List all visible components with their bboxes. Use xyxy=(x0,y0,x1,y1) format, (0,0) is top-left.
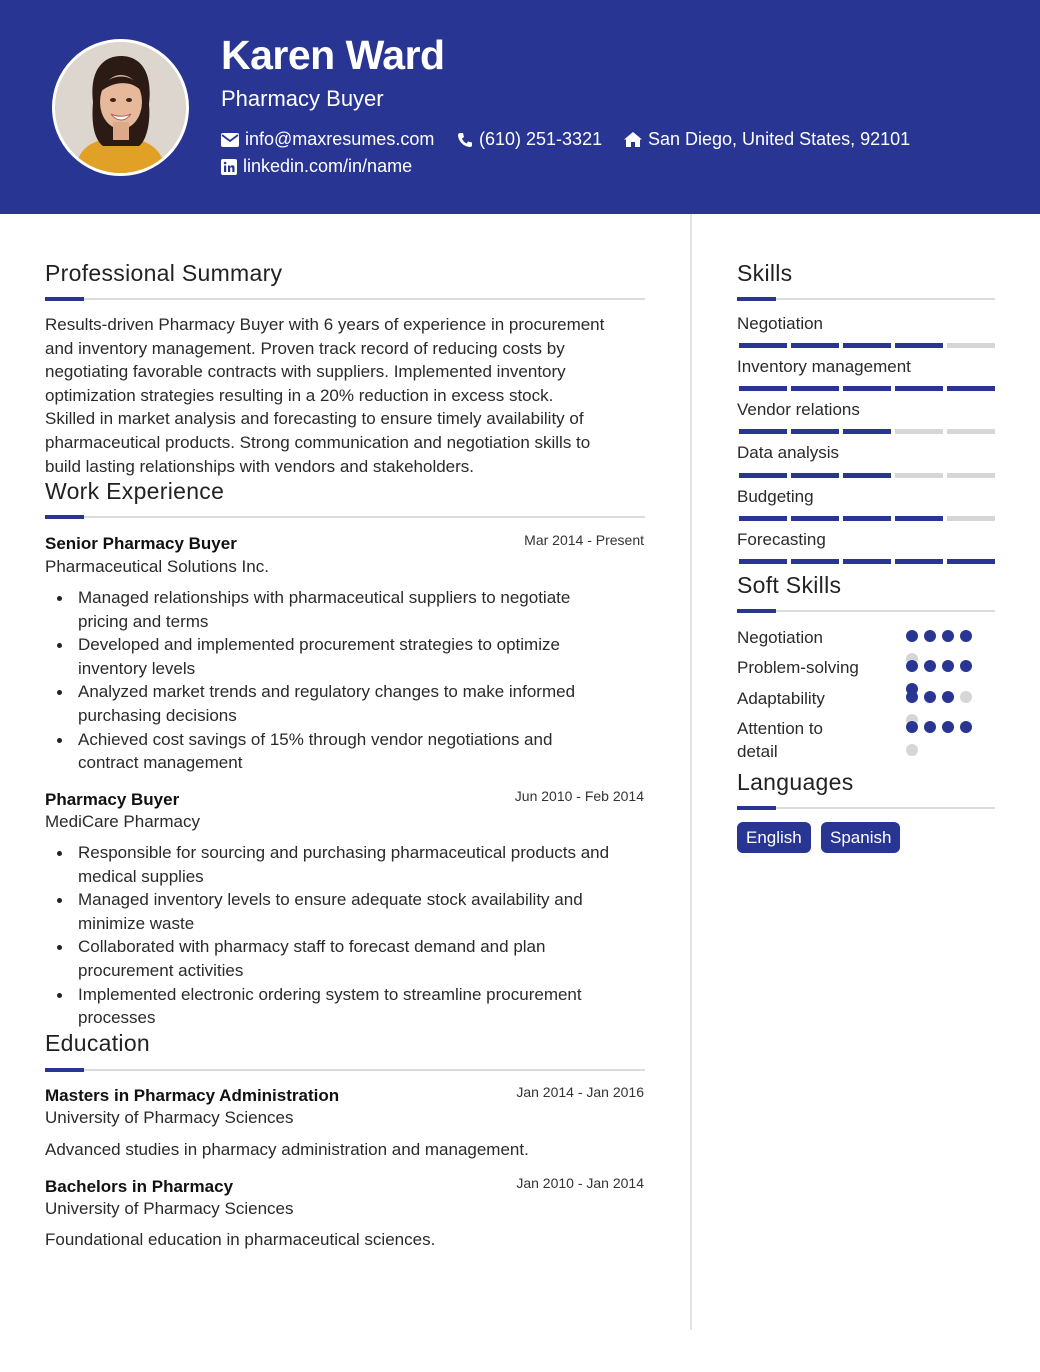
degree-description: Foundational education in pharmaceutical sciences. xyxy=(45,1230,436,1249)
degree-date: Jan 2014 - Jan 2016 xyxy=(516,1084,644,1100)
skill-level-bar xyxy=(739,473,995,478)
soft-skill-name: Attention to detail xyxy=(737,719,824,761)
job-company: Pharmaceutical Solutions Inc. xyxy=(45,557,269,576)
skill-name: Data analysis xyxy=(737,443,840,462)
skill-level-segment xyxy=(843,386,891,391)
skill-level-segment xyxy=(947,429,995,434)
job-bullets xyxy=(45,586,655,775)
experience-heading: Work Experience xyxy=(45,478,225,504)
list-item: Responsible for sourcing and purchasing pharmaceutical products and medical supplies xyxy=(45,841,665,888)
degree-description: Advanced studies in pharmacy administration and management. xyxy=(45,1140,529,1159)
skill-level-bar xyxy=(739,429,995,434)
soft-skill-name: Problem-solving xyxy=(737,658,859,677)
list-item: Developed and implemented procurement strategies to optimize inventory levels xyxy=(45,633,655,680)
skill-level-segment xyxy=(739,516,787,521)
summary-text xyxy=(45,313,655,478)
job-bullets xyxy=(45,841,665,1030)
degree-title: Masters in Pharmacy Administration xyxy=(45,1086,340,1105)
education-accent xyxy=(45,1068,84,1072)
skill-level-segment xyxy=(895,343,943,348)
column-divider xyxy=(690,214,692,1330)
language-badge-spanish: Spanish xyxy=(821,822,900,853)
soft-skill-dot xyxy=(906,744,918,756)
soft-skill-dot xyxy=(960,660,972,672)
skill-level-segment xyxy=(791,386,839,391)
linkedin-icon xyxy=(221,159,237,175)
soft-skill-dot xyxy=(924,691,936,703)
summary-rule xyxy=(45,298,645,300)
job-company: MediCare Pharmacy xyxy=(45,812,200,831)
header-banner xyxy=(0,0,1040,214)
experience-accent xyxy=(45,515,84,519)
skill-level-segment xyxy=(947,516,995,521)
skill-level-bar xyxy=(739,516,995,521)
skill-name: Negotiation xyxy=(737,314,824,333)
linkedin-contact[interactable] xyxy=(221,156,412,177)
list-item: Analyzed market trends and regulatory changes to make informed purchasing decisions xyxy=(45,680,655,727)
soft-skill-dot xyxy=(906,691,918,703)
education-heading: Education xyxy=(45,1030,150,1056)
languages-accent xyxy=(737,806,776,810)
envelope-icon xyxy=(221,133,239,147)
skill-name: Forecasting xyxy=(737,530,826,549)
phone-contact[interactable] xyxy=(457,129,602,150)
skill-level-segment xyxy=(947,386,995,391)
soft-skill-dot xyxy=(942,660,954,672)
summary-line: and inventory management. Proven track record of reducing costs by xyxy=(45,338,565,358)
soft-skills-accent xyxy=(737,609,776,613)
skill-level-segment xyxy=(947,473,995,478)
list-item: Implemented electronic ordering system to streamline procurement processes xyxy=(45,983,665,1030)
candidate-role: Pharmacy Buyer xyxy=(221,86,384,111)
summary-line: negotiating favorable contracts with suppliers. Implemented inventory xyxy=(45,362,566,382)
linkedin-text: linkedin.com/in/name xyxy=(243,156,413,176)
summary-heading: Professional Summary xyxy=(45,260,283,286)
skill-level-segment xyxy=(791,343,839,348)
list-item: Managed inventory levels to ensure adequate stock availability and minimize waste xyxy=(45,888,665,935)
skill-level-segment xyxy=(739,473,787,478)
profile-photo xyxy=(55,42,186,173)
location-contact xyxy=(624,129,910,150)
job-date: Jun 2010 - Feb 2014 xyxy=(514,788,644,804)
skill-level-segment xyxy=(843,343,891,348)
skill-level-segment xyxy=(739,559,787,564)
skill-level-bar xyxy=(739,559,995,564)
skill-name: Budgeting xyxy=(737,487,814,506)
summary-line: Results-driven Pharmacy Buyer with 6 years of experience in procurement xyxy=(45,315,605,334)
job-title: Senior Pharmacy Buyer xyxy=(45,534,237,553)
skill-level-segment xyxy=(947,343,995,348)
skill-level-segment xyxy=(843,516,891,521)
phone-icon xyxy=(457,132,473,148)
language-badge-english: English xyxy=(737,822,811,853)
skill-level-segment xyxy=(843,473,891,478)
degree-title: Bachelors in Pharmacy xyxy=(45,1177,234,1196)
skill-level-segment xyxy=(739,429,787,434)
skills-accent xyxy=(737,297,776,301)
skill-level-bar xyxy=(739,386,995,391)
job-date: Mar 2014 - Present xyxy=(524,532,644,548)
email-text: info@maxresumes.com xyxy=(245,129,435,149)
soft-skill-dot xyxy=(906,630,918,642)
soft-skill-name: Negotiation xyxy=(737,628,824,647)
soft-skill-dot xyxy=(906,721,918,733)
soft-skill-dot xyxy=(942,691,954,703)
skill-level-segment xyxy=(895,386,943,391)
soft-skill-name: Adaptability xyxy=(737,689,825,708)
experience-rule xyxy=(45,516,645,518)
degree-date: Jan 2010 - Jan 2014 xyxy=(516,1175,644,1191)
phone-text: (610) 251-3321 xyxy=(479,129,603,149)
summary-line: Skilled in market analysis and forecasting to ensure timely availability of xyxy=(45,409,584,429)
skill-level-segment xyxy=(843,559,891,564)
skill-level-segment xyxy=(791,559,839,564)
summary-line: optimization strategies resulting in a 20% reduction in excess stock. xyxy=(45,385,554,405)
summary-line: pharmaceutical products. Strong communication and negotiation skills to xyxy=(45,432,591,452)
soft-skill-dot xyxy=(924,721,936,733)
soft-skill-dot xyxy=(960,630,972,642)
soft-skills-heading: Soft Skills xyxy=(737,572,842,598)
soft-skill-dot xyxy=(960,691,972,703)
email-contact[interactable] xyxy=(221,129,434,150)
skill-level-segment xyxy=(739,386,787,391)
list-item: Collaborated with pharmacy staff to forecast demand and plan procurement activities xyxy=(45,935,665,982)
skills-heading: Skills xyxy=(737,260,793,286)
skill-level-segment xyxy=(895,473,943,478)
education-rule xyxy=(45,1069,645,1071)
soft-skill-dot xyxy=(924,660,936,672)
summary-accent xyxy=(45,297,84,301)
location-text: San Diego, United States, 92101 xyxy=(648,129,911,149)
soft-skill-dot xyxy=(942,630,954,642)
skill-level-segment xyxy=(895,516,943,521)
soft-skill-dot xyxy=(960,721,972,733)
skill-level-segment xyxy=(739,343,787,348)
languages-heading: Languages xyxy=(737,769,854,795)
soft-skill-dot xyxy=(942,721,954,733)
skill-level-segment xyxy=(895,429,943,434)
job-title: Pharmacy Buyer xyxy=(45,790,180,809)
skill-level-segment xyxy=(791,473,839,478)
soft-skill-dot xyxy=(906,660,918,672)
soft-skill-dot xyxy=(924,630,936,642)
list-item: Achieved cost savings of 15% through vendor negotiations and contract management xyxy=(45,728,655,775)
skill-level-segment xyxy=(791,516,839,521)
skill-level-bar xyxy=(739,343,995,348)
home-icon xyxy=(624,132,642,147)
list-item: Managed relationships with pharmaceutical suppliers to negotiate pricing and terms xyxy=(45,586,655,633)
skill-level-segment xyxy=(895,559,943,564)
summary-line: build lasting relationships with vendors and stakeholders. xyxy=(45,456,475,476)
candidate-name: Karen Ward xyxy=(221,32,445,78)
skill-level-segment xyxy=(791,429,839,434)
school-name: University of Pharmacy Sciences xyxy=(45,1108,294,1127)
avatar xyxy=(52,39,189,176)
school-name: University of Pharmacy Sciences xyxy=(45,1199,294,1218)
skill-level-segment xyxy=(947,559,995,564)
skill-name: Vendor relations xyxy=(737,400,860,419)
skill-name: Inventory management xyxy=(737,357,911,376)
skill-level-segment xyxy=(843,429,891,434)
